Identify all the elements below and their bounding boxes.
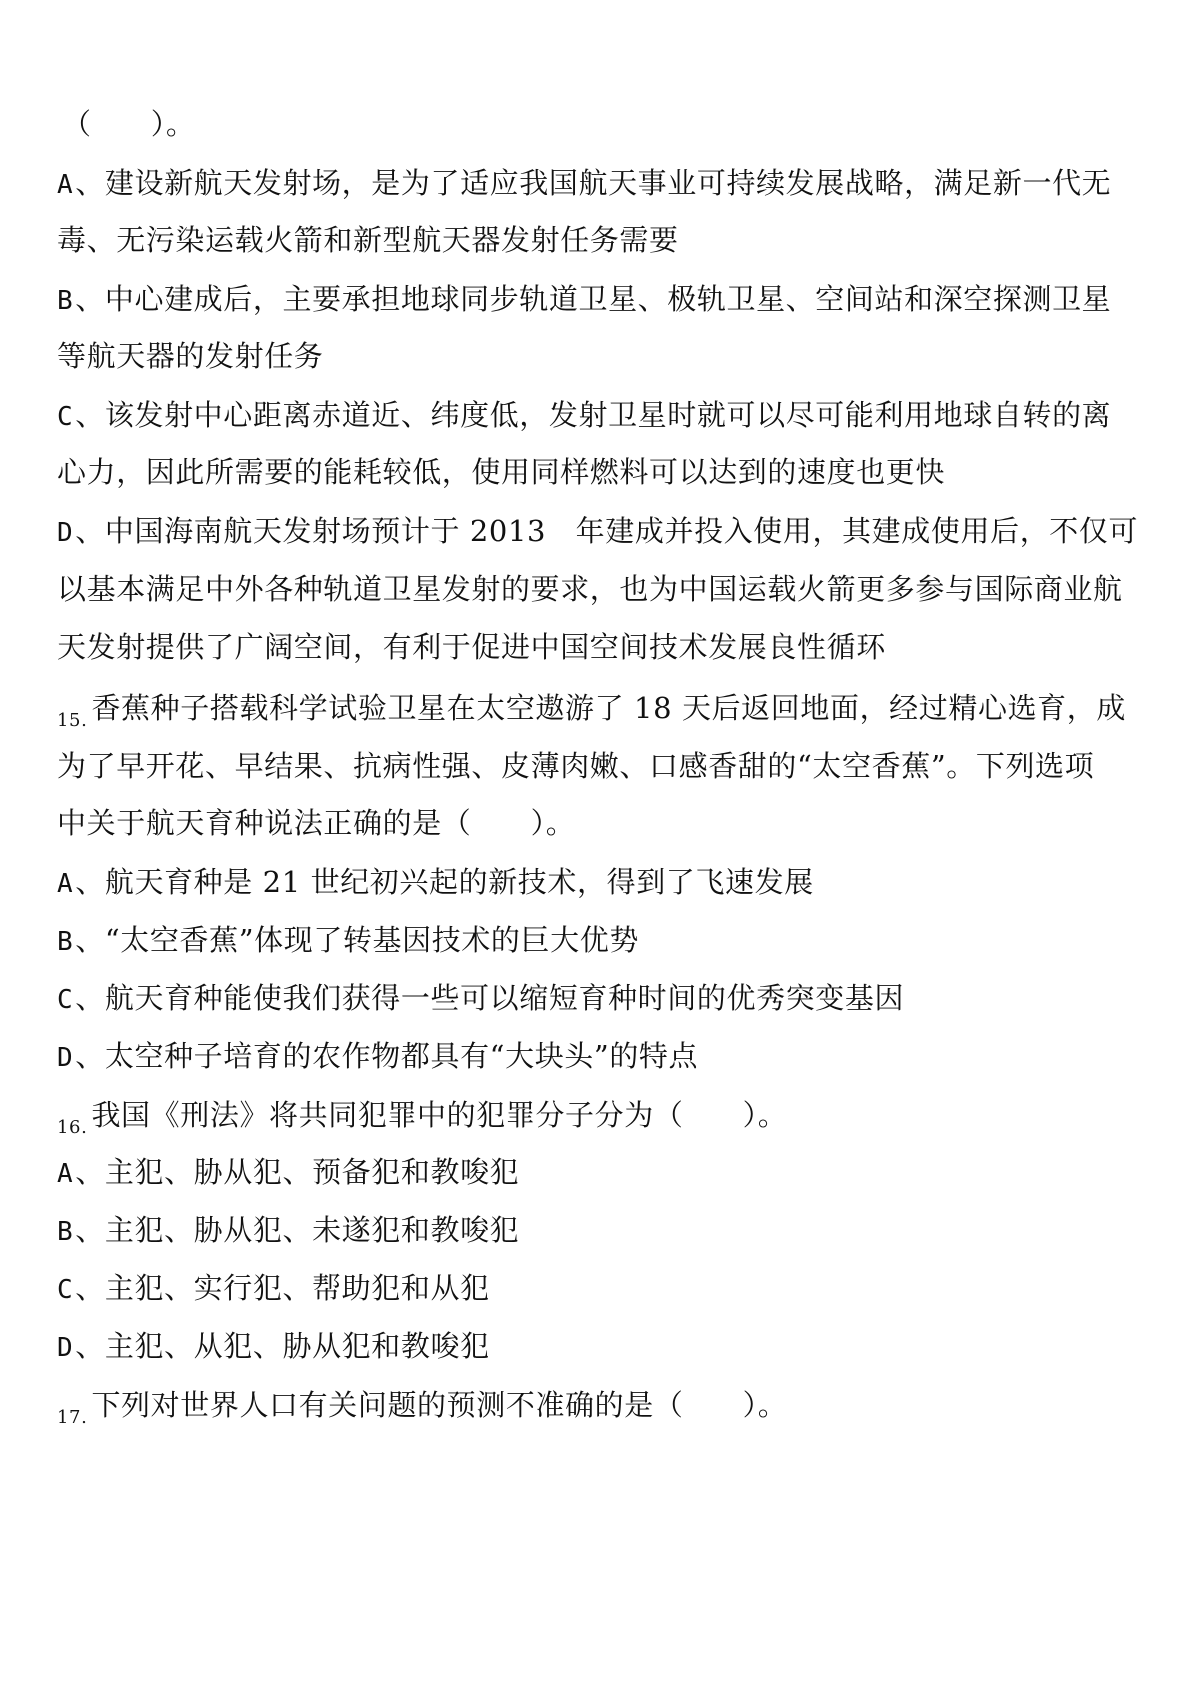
q14-option-d-line1 <box>57 511 1138 553</box>
option-text: 以基本满足中外各种轨道卫星发射的要求，也为中国运载火箭更多参与国际商业航 <box>57 572 1123 606</box>
q16-option-a <box>57 1152 519 1194</box>
q15-option-d <box>57 1036 698 1078</box>
option-text: 、中心建成后，主要承担地球同步轨道卫星、极轨卫星、空间站和深空探测卫星 <box>75 282 1112 316</box>
q14-option-a-line2 <box>57 220 679 260</box>
q17-stem <box>57 1385 787 1430</box>
question-text: 下列对世界人口有关问题的预测不准确的是（ ）。 <box>91 1388 788 1422</box>
option-text: 、主犯、从犯、胁从犯和教唆犯 <box>75 1329 490 1363</box>
q15-option-c <box>57 978 904 1020</box>
option-letter: B <box>57 1217 74 1247</box>
option-letter: A <box>57 170 74 200</box>
q16-option-b <box>57 1210 519 1252</box>
option-letter: D <box>57 1333 74 1363</box>
q15-stem-line1 <box>57 688 1126 733</box>
option-text: 、中国海南航天发射场预计于 2013 年建成并投入使用，其建成使用后，不仅可 <box>75 514 1139 548</box>
q15-option-b <box>57 920 639 962</box>
question-number: 16. <box>57 1117 88 1138</box>
option-letter: C <box>57 402 74 432</box>
option-letter: A <box>57 1159 74 1189</box>
option-letter: C <box>57 1275 74 1305</box>
option-letter: C <box>57 985 74 1015</box>
q16-option-d <box>57 1326 490 1368</box>
option-letter: B <box>57 286 74 316</box>
q14-option-b-line1 <box>57 279 1111 321</box>
q14-option-d-line3 <box>57 627 886 667</box>
q14-option-c-line2 <box>57 452 945 492</box>
option-text: 天发射提供了广阔空间，有利于促进中国空间技术发展良性循环 <box>57 630 886 664</box>
question-text: 我国《刑法》将共同犯罪中的犯罪分子分为（ ）。 <box>91 1098 788 1132</box>
option-text: 毒、无污染运载火箭和新型航天器发射任务需要 <box>57 223 679 257</box>
question-number: 17. <box>57 1407 88 1428</box>
q14-tail-text: （ ）。 <box>62 107 196 141</box>
option-letter: A <box>57 869 74 899</box>
option-text: 等航天器的发射任务 <box>57 339 324 373</box>
q16-stem <box>57 1095 787 1140</box>
q15-option-a <box>57 862 814 904</box>
option-text: 心力，因此所需要的能耗较低，使用同样燃料可以达到的速度也更快 <box>57 455 946 489</box>
option-text: 、“太空香蕉”体现了转基因技术的巨大优势 <box>75 923 639 957</box>
q16-option-c <box>57 1268 490 1310</box>
q15-stem-line2 <box>57 746 1094 786</box>
q14-option-a-line1 <box>57 163 1111 205</box>
option-text: 、航天育种是 21 世纪初兴起的新技术，得到了飞速发展 <box>75 865 814 899</box>
question-text: 中关于航天育种说法正确的是（ ）。 <box>57 806 576 840</box>
option-letter: D <box>57 1043 74 1073</box>
option-text: 、建设新航天发射场，是为了适应我国航天事业可持续发展战略，满足新一代无 <box>75 166 1112 200</box>
option-text: 、主犯、实行犯、帮助犯和从犯 <box>75 1271 490 1305</box>
option-text: 、主犯、胁从犯、预备犯和教唆犯 <box>75 1155 520 1189</box>
question-number: 15. <box>57 710 88 731</box>
option-text: 、主犯、胁从犯、未遂犯和教唆犯 <box>75 1213 520 1247</box>
option-letter: B <box>57 927 74 957</box>
option-text: 、航天育种能使我们获得一些可以缩短育种时间的优秀突变基因 <box>75 981 905 1015</box>
option-letter: D <box>57 518 74 548</box>
q15-stem-line3 <box>57 803 575 843</box>
option-text: 、该发射中心距离赤道近、纬度低，发射卫星时就可以尽可能利用地球自转的离 <box>75 398 1112 432</box>
q14-stem-tail <box>62 104 196 144</box>
question-text: 为了早开花、早结果、抗病性强、皮薄肉嫩、口感香甜的“太空香蕉”。下列选项 <box>57 749 1095 783</box>
q14-option-d-line2 <box>57 569 1123 609</box>
q14-option-b-line2 <box>57 336 323 376</box>
option-text: 、太空种子培育的农作物都具有“大块头”的特点 <box>75 1039 699 1073</box>
question-text: 香蕉种子搭载科学试验卫星在太空遨游了 18 天后返回地面，经过精心选育，成 <box>91 691 1126 725</box>
q14-option-c-line1 <box>57 395 1111 437</box>
